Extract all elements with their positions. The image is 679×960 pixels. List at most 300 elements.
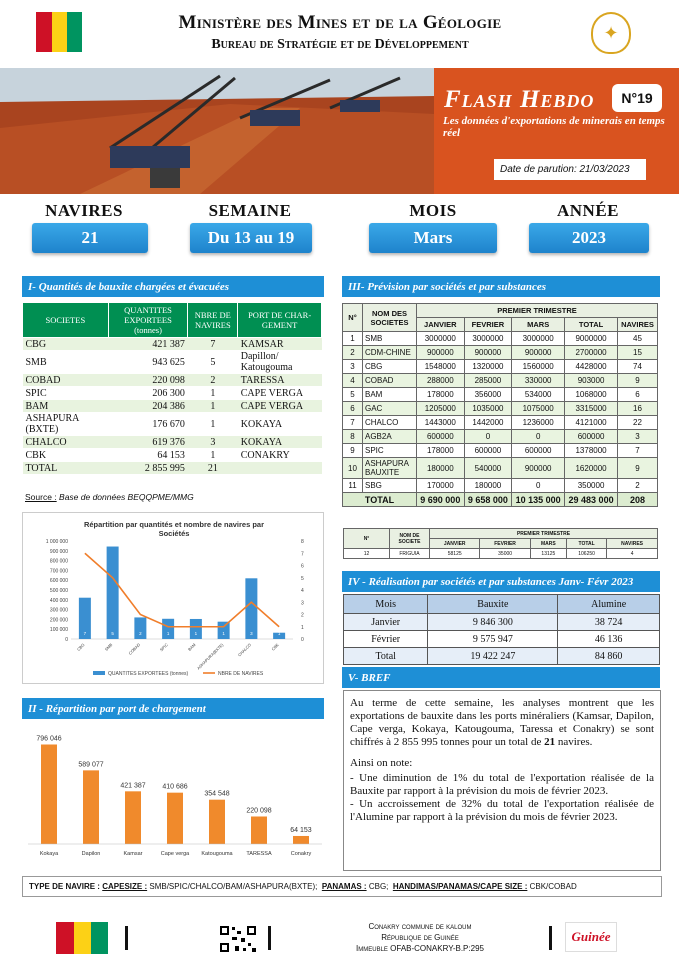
col-header: N° [344, 529, 390, 549]
cell: 350000 [565, 479, 618, 493]
bref-text [343, 690, 661, 871]
cell: 4428000 [565, 360, 618, 374]
y-tick-label: 700 000 [49, 568, 68, 575]
x-tick-label: Dapilon [81, 851, 101, 857]
cell: 15 [618, 346, 658, 360]
col-header: FEVRIER [464, 318, 512, 332]
navires-value: 21 [32, 223, 148, 253]
cell: KAMSAR [238, 338, 322, 351]
cell: 35000 [480, 549, 530, 559]
footer-address-2: République de Guinée [381, 933, 459, 942]
cell: 8 [343, 430, 363, 444]
alumine-prevision-table [343, 528, 658, 559]
cell: 600000 [417, 430, 465, 444]
section1-header: I- Quantités de bauxite chargées et évacuées [22, 276, 324, 297]
cell: 170000 [417, 479, 465, 493]
cell: 19 422 247 [428, 648, 558, 665]
cell: SMB [23, 351, 109, 374]
cell: 180000 [417, 458, 465, 479]
capesize-label: CAPESIZE : [102, 882, 148, 891]
cell: 0 [512, 430, 565, 444]
cell: Janvier [344, 614, 428, 631]
table-row [344, 648, 660, 665]
col-header: JANVIER [430, 539, 480, 549]
bar-port [251, 816, 267, 844]
cell: COBAD [363, 374, 417, 388]
cell: 3 [343, 360, 363, 374]
table-row [343, 332, 658, 346]
bar-value-label: 589 077 [78, 761, 104, 769]
x-tick-label: Katougouma [201, 851, 233, 857]
navires-label: NAVIRES [45, 201, 123, 220]
cell: CAPE VERGA [238, 387, 322, 400]
cell: 206 300 [108, 387, 188, 400]
cell: 2700000 [565, 346, 618, 360]
table-row [343, 374, 658, 388]
annee-label: ANNÉE [556, 201, 619, 220]
coat-of-arms-icon: ✦ [591, 12, 631, 54]
footer-address-3: Immeuble OFAB-CONAKRY-B.P:295 [356, 944, 484, 953]
x-tick-label: COBAD [127, 642, 142, 656]
cell: 176 670 [108, 413, 188, 436]
bureau-subtitle: Bureau de Stratégie et de Développement [211, 37, 469, 52]
y2-tick-label: 6 [301, 563, 304, 570]
cell: CHALCO [363, 416, 417, 430]
cell: 9 846 300 [428, 614, 558, 631]
realisation-table [343, 594, 660, 665]
cell: 330000 [512, 374, 565, 388]
table-row [344, 549, 658, 559]
cell: KOKAYA [238, 436, 322, 449]
cell: CDM-CHINE [363, 346, 417, 360]
y-tick-label: 200 000 [49, 617, 68, 624]
cell: 9 [618, 458, 658, 479]
table-row [343, 444, 658, 458]
cell: 1 [188, 413, 238, 436]
cell: 178000 [417, 388, 465, 402]
legend-quantite: QUANTITES EXPORTEES (tonnes) [108, 671, 189, 677]
cell: 1068000 [565, 388, 618, 402]
col-header: MARS [530, 539, 566, 549]
y-tick-label: 1 000 000 [45, 539, 68, 545]
col-header: NBRE DE NAVIRES [188, 303, 238, 338]
col-header: NOM DE SOCIETE [390, 529, 430, 549]
cell: CBG [363, 360, 417, 374]
cell: 9 [618, 374, 658, 388]
mois-value: Mars [369, 223, 497, 253]
cell: 1205000 [417, 402, 465, 416]
cell: 540000 [464, 458, 512, 479]
col-header: QUANTITES EXPORTEES (tonnes) [108, 303, 188, 338]
annee-value: 2023 [529, 223, 649, 253]
y2-tick-label: 1 [301, 624, 304, 631]
y-tick-label: 100 000 [49, 627, 68, 634]
cell: 900000 [512, 458, 565, 479]
cell: 1548000 [417, 360, 465, 374]
bar-port [209, 800, 225, 844]
chart-societes-svg [23, 513, 325, 685]
bar-value-label: 354 548 [204, 790, 230, 798]
cell: 9 658 000 [464, 493, 512, 507]
cell: CBG [23, 338, 109, 351]
cell: TOTAL [23, 462, 109, 475]
bar-quantite [245, 578, 257, 639]
col-header: Alumine [558, 595, 660, 614]
issue-number: N°19 [612, 84, 662, 112]
cell: CONAKRY [238, 449, 322, 462]
y2-tick-label: 0 [301, 637, 304, 643]
cell: SPIC [363, 444, 417, 458]
bar-navires-label: 2 [139, 631, 142, 636]
cell: 10 [343, 458, 363, 479]
cell: 4 [607, 549, 658, 559]
table-row [23, 400, 322, 413]
cell: TOTAL [343, 493, 417, 507]
cell: 58125 [430, 549, 480, 559]
cell: 7 [343, 416, 363, 430]
table-row [23, 462, 322, 475]
table-row [343, 402, 658, 416]
cell: 3000000 [512, 332, 565, 346]
flash-hebdo-title: Flash Hebdo [444, 86, 595, 113]
cell: BAM [23, 400, 109, 413]
footer-divider [549, 926, 552, 950]
table-row [23, 449, 322, 462]
ship-type-legend [22, 876, 662, 897]
cell: 1378000 [565, 444, 618, 458]
mine-photo [0, 68, 434, 194]
cell: 74 [618, 360, 658, 374]
col-header: NAVIRES [607, 539, 658, 549]
col-header: Bauxite [428, 595, 558, 614]
cell: 356000 [464, 388, 512, 402]
cell: 1443000 [417, 416, 465, 430]
footer-divider [125, 926, 128, 950]
cell: 45 [618, 332, 658, 346]
bref-point-1: - Une diminution de 1% du total de l'exportation réalisée de la Bauxite par rapport à la prévision du mois de février 2023. [350, 772, 654, 797]
cell: AGB2A [363, 430, 417, 444]
cell: 180000 [464, 479, 512, 493]
footer-divider [268, 926, 271, 950]
handimas-label: HANDIMAS/PANAMAS/CAPE SIZE : [392, 882, 528, 891]
cell: 288000 [417, 374, 465, 388]
cell: 3 [188, 436, 238, 449]
cell: 900000 [417, 346, 465, 360]
cell: 421 387 [108, 338, 188, 351]
bar-navires-label: 1 [277, 631, 281, 636]
cell: 943 625 [108, 351, 188, 374]
table-row [343, 346, 658, 360]
cell: 84 860 [558, 648, 660, 665]
cell: 12 [344, 549, 390, 559]
col-header: TOTAL [565, 318, 618, 332]
flash-hebdo-tagline: Les données d'exportations de minerais en temps réel [443, 115, 665, 139]
ministry-title: Ministère des Mines et de la Géologie [178, 12, 502, 33]
cell: CAPE VERGA [238, 400, 322, 413]
section5-header: V- BREF [342, 667, 660, 688]
cell: 9000000 [565, 332, 618, 346]
table-row [343, 416, 658, 430]
table-row [343, 458, 658, 479]
x-tick-label: SPIC [158, 642, 169, 653]
handimas-value: CBK/COBAD [529, 882, 577, 891]
cell: 7 [188, 338, 238, 351]
y-tick-label: 600 000 [49, 578, 68, 585]
footer-address-1: Conakry commune de kaloum [368, 922, 472, 931]
y2-tick-label: 7 [301, 551, 304, 558]
y2-tick-label: 5 [301, 575, 304, 582]
table-row [23, 436, 322, 449]
cell: 903000 [565, 374, 618, 388]
cell: 13125 [530, 549, 566, 559]
bar-navires-label: 1 [222, 631, 225, 636]
cell: GAC [363, 402, 417, 416]
y-tick-label: 400 000 [49, 597, 68, 604]
bar-port [293, 836, 309, 844]
col-header: MARS [512, 318, 565, 332]
table-row [23, 338, 322, 351]
cell: 46 136 [558, 631, 660, 648]
cell: 3000000 [417, 332, 465, 346]
col-header: JANVIER [417, 318, 465, 332]
cell: 204 386 [108, 400, 188, 413]
x-tick-label: CHALCO [236, 642, 253, 658]
semaine-label: SEMAINE [208, 201, 292, 220]
col-header: N° [343, 304, 363, 332]
trimestre-header: PREMIER TRIMESTRE [417, 304, 658, 318]
cell: 9 690 000 [417, 493, 465, 507]
chart-ports [22, 724, 324, 868]
cell: 106250 [566, 549, 606, 559]
x-tick-label: SMB [103, 642, 114, 652]
panamas-value: CBG; [368, 882, 389, 891]
col-header: FEVRIER [480, 539, 530, 549]
table-row [23, 374, 322, 387]
bar-value-label: 796 046 [36, 735, 62, 743]
cell: 1 [343, 332, 363, 346]
bar-quantite [107, 547, 119, 639]
qr-code-icon [218, 924, 258, 954]
table-row [343, 388, 658, 402]
bar-port [167, 793, 183, 844]
col-header: NAVIRES [618, 318, 658, 332]
source-note [25, 492, 194, 502]
cell: 0 [512, 479, 565, 493]
y-tick-label: 0 [65, 637, 68, 643]
x-tick-label: CBG [75, 642, 86, 652]
cell: 3000000 [464, 332, 512, 346]
cell: 1 [188, 387, 238, 400]
cell: 22 [618, 416, 658, 430]
semaine-value: Du 13 au 19 [190, 223, 312, 253]
bar-navires-label: 7 [83, 631, 87, 636]
cell: 21 [188, 462, 238, 475]
cell: 2 [343, 346, 363, 360]
cell: COBAD [23, 374, 109, 387]
cell: 1560000 [512, 360, 565, 374]
y2-tick-label: 3 [301, 600, 304, 607]
cell: Dapillon/ Katougouma [238, 351, 322, 374]
x-tick-label: TARESSA [246, 851, 272, 857]
bar-port [125, 791, 141, 844]
cell: 9 575 947 [428, 631, 558, 648]
cell: 1 [188, 400, 238, 413]
cell: 1442000 [464, 416, 512, 430]
cell: 600000 [464, 444, 512, 458]
cell: 178000 [417, 444, 465, 458]
publication-date: Date de parution: 21/03/2023 [494, 159, 646, 180]
cell: 2 [188, 374, 238, 387]
cell: 10 135 000 [512, 493, 565, 507]
navtype-label: TYPE DE NAVIRE : [29, 882, 100, 891]
cell: 900000 [464, 346, 512, 360]
x-tick-label: Cape verga [160, 851, 190, 857]
cell: 1320000 [464, 360, 512, 374]
cell: KOKAYA [238, 413, 322, 436]
cell: 600000 [565, 430, 618, 444]
cell: 1075000 [512, 402, 565, 416]
cell: 1 [188, 449, 238, 462]
cell: 5 [188, 351, 238, 374]
legend-navires: NBRE DE NAVIRES [218, 671, 264, 677]
bar-port [83, 770, 99, 844]
cell: 9 [343, 444, 363, 458]
cell: 6 [618, 388, 658, 402]
table-row [344, 631, 660, 648]
x-tick-label: Kokaya [39, 851, 59, 857]
bref-text-a: Au terme de cette semaine, les analyses montrent que les exportations de bauxite dans les ports minéraliers (Kamsar, Dapilon, Cape verga, Kokaya, Katougouma, Taressa et Conakry) se sont chiffrés à 2 855 995 tonnes pour un total de [350, 697, 654, 748]
cell: 534000 [512, 388, 565, 402]
bar-value-label: 64 153 [290, 826, 312, 834]
cell: 64 153 [108, 449, 188, 462]
cell: CBK [23, 449, 109, 462]
table-row [343, 360, 658, 374]
cell: 900000 [512, 346, 565, 360]
cell: 3 [618, 430, 658, 444]
source-text: Base de données BEQQPME/MMG [59, 492, 194, 502]
bar-port [41, 744, 57, 844]
table-row [344, 614, 660, 631]
cell: CHALCO [23, 436, 109, 449]
capesize-value: SMB/SPIC/CHALCO/BAM/ASHAPURA(BXTE); [149, 882, 318, 891]
cell: TARESSA [238, 374, 322, 387]
x-tick-label: Kamsar [123, 851, 143, 857]
bar-value-label: 421 387 [120, 782, 146, 790]
cell: 600000 [512, 444, 565, 458]
cell: SMB [363, 332, 417, 346]
bar-navires-label: 1 [194, 631, 198, 636]
bar-value-label: 410 686 [162, 783, 188, 791]
bref-text-c: navires. [555, 736, 593, 748]
cell: 220 098 [108, 374, 188, 387]
cell: ASHAPURA BAUXITE [363, 458, 417, 479]
legend-swatch-quantite [93, 671, 105, 675]
x-tick-label: ASHAPURA(BXTE) [195, 642, 225, 671]
prevision-table [342, 303, 658, 507]
col-header: NOM DES SOCIETES [363, 304, 417, 332]
guinea-flag-header [36, 12, 82, 52]
table-row [343, 479, 658, 493]
chart-ports-svg [22, 724, 324, 868]
col-header: PORT DE CHAR-GEMENT [238, 303, 322, 338]
trimestre-header: PREMIER TRIMESTRE [430, 529, 658, 539]
col-header: Mois [344, 595, 428, 614]
bref-paragraph [350, 697, 654, 749]
cell: 4121000 [565, 416, 618, 430]
cell: 4 [343, 374, 363, 388]
cell: 29 483 000 [565, 493, 618, 507]
table-row [23, 351, 322, 374]
section4-header: IV - Réalisation par sociétés et par substances Janv- Févr 2023 [342, 571, 660, 592]
cell: 11 [343, 479, 363, 493]
cell: 0 [464, 430, 512, 444]
cell: 2 [618, 479, 658, 493]
bar-navires-label: 1 [166, 631, 170, 636]
cell: 285000 [464, 374, 512, 388]
bar-navires-label: 3 [250, 631, 253, 636]
col-header: TOTAL [566, 539, 606, 549]
source-label: Source : [25, 492, 57, 502]
bar-navires-label: 5 [111, 631, 114, 636]
cell: SBG [363, 479, 417, 493]
cell: 1035000 [464, 402, 512, 416]
cell: FRIGUIA [390, 549, 430, 559]
y-tick-label: 500 000 [49, 588, 68, 594]
mois-label: MOIS [409, 201, 457, 220]
cell: BAM [363, 388, 417, 402]
y-tick-label: 800 000 [49, 558, 68, 565]
section3-header: III- Prévision par sociétés et par substances [342, 276, 660, 297]
y2-tick-label: 2 [301, 612, 304, 619]
table-row [343, 430, 658, 444]
table-row [23, 387, 322, 400]
col-header: SOCIETES [23, 303, 109, 338]
bref-point-2: - Un accroissement de 32% du total de l'exportation réalisée de l'Alumine par rapport à la prévision du mois de février 2023. [350, 798, 654, 823]
cell: ASHAPURA (BXTE) [23, 413, 109, 436]
section2-header: II - Répartition par port de chargement [22, 698, 324, 719]
bref-intro: Ainsi on note: [350, 757, 413, 769]
cell: 7 [618, 444, 658, 458]
x-tick-label: CBK [270, 642, 280, 652]
cell: SPIC [23, 387, 109, 400]
cell: 16 [618, 402, 658, 416]
x-tick-label: Conakry [290, 851, 312, 857]
y2-tick-label: 4 [301, 588, 304, 594]
y-tick-label: 300 000 [49, 607, 68, 614]
cell: 5 [343, 388, 363, 402]
x-tick-label: BAM [186, 642, 197, 652]
panamas-label: PANAMAS : [321, 882, 367, 891]
bref-navires-count: 21 [544, 736, 556, 748]
cell: 1236000 [512, 416, 565, 430]
cell: 1620000 [565, 458, 618, 479]
cell: Total [344, 648, 428, 665]
guinee-logo: Guinée [565, 922, 617, 952]
table-row [23, 413, 322, 436]
cell: 38 724 [558, 614, 660, 631]
chart-societes [22, 512, 324, 684]
bar-value-label: 220 098 [246, 807, 272, 815]
cell [238, 462, 322, 475]
chart-title: Répartition par quantités et nombre de navires par Sociétés [83, 520, 265, 538]
cell: 2 855 995 [108, 462, 188, 475]
cell: 6 [343, 402, 363, 416]
bauxite-table [22, 302, 322, 475]
total-row [343, 493, 658, 507]
cell: 208 [618, 493, 658, 507]
guinea-flag-footer [56, 922, 108, 954]
y-tick-label: 900 000 [49, 548, 68, 555]
